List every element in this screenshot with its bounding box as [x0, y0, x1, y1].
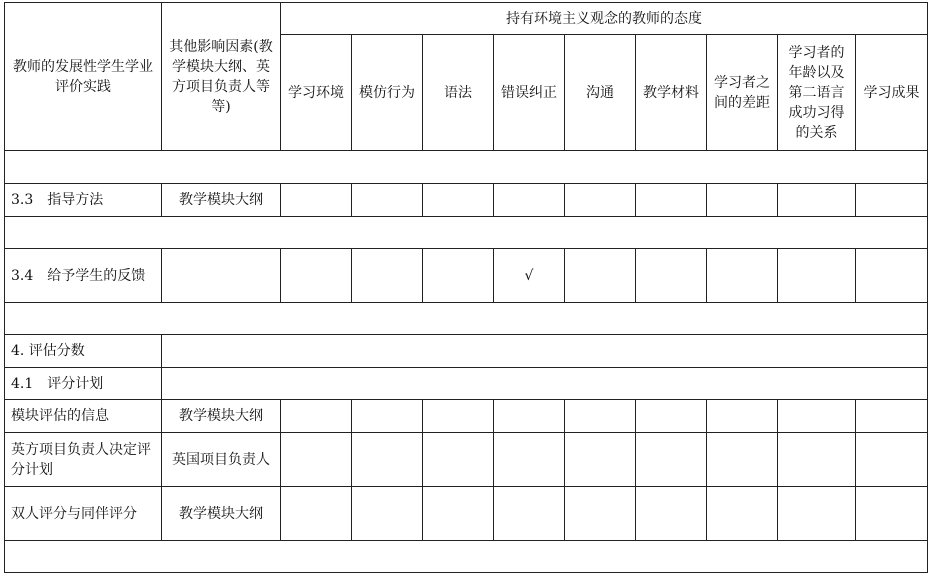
table-row [5, 487, 928, 541]
header-attitude-imitation: 模仿行为 [352, 35, 423, 151]
table-row [5, 249, 928, 303]
factor-cell: 英国项目负责人 [162, 433, 281, 487]
header-other-factors: 其他影响因素(教学模块大纲、英方项目负责人等等) [162, 3, 281, 151]
factor-cell: 教学模块大纲 [162, 184, 281, 217]
header-practice: 教师的发展性学生学业评价实践 [5, 3, 162, 151]
spacer-row [5, 151, 928, 184]
check-mark: √ [494, 249, 565, 303]
section-title: 4. 评估分数 [5, 335, 162, 368]
subsection-title: 4.1 评分计划 [5, 368, 162, 400]
header-attitude-learner-gap: 学习者之间的差距 [707, 35, 778, 151]
section-row [5, 368, 928, 400]
header-attitude-grammar: 语法 [423, 35, 494, 151]
table-row [5, 400, 928, 433]
practice-cell: 英方项目负责人决定评分计划 [5, 433, 162, 487]
spacer-row [5, 217, 928, 249]
factor-cell: 教学模块大纲 [162, 400, 281, 433]
factor-cell [162, 249, 281, 303]
header-row-top [5, 3, 928, 35]
spacer-row [5, 303, 928, 335]
header-attitude-group: 持有环境主义观念的教师的态度 [281, 3, 928, 35]
practice-cell: 3.3 指导方法 [5, 184, 162, 217]
practice-cell: 3.4 给予学生的反馈 [5, 249, 162, 303]
spacer-row [5, 541, 928, 573]
practice-cell: 双人评分与同伴评分 [5, 487, 162, 541]
header-attitude-materials: 教学材料 [636, 35, 707, 151]
section-row [5, 335, 928, 368]
practice-cell: 模块评估的信息 [5, 400, 162, 433]
header-attitude-communication: 沟通 [565, 35, 636, 151]
table-row [5, 184, 928, 217]
factor-cell: 教学模块大纲 [162, 487, 281, 541]
attitude-table [4, 2, 928, 573]
header-attitude-outcomes: 学习成果 [856, 35, 928, 151]
header-attitude-age-sla: 学习者的年龄以及第二语言成功习得的关系 [778, 35, 856, 151]
header-attitude-error-correction: 错误纠正 [494, 35, 565, 151]
header-attitude-learning-environment: 学习环境 [281, 35, 352, 151]
table-row [5, 433, 928, 487]
